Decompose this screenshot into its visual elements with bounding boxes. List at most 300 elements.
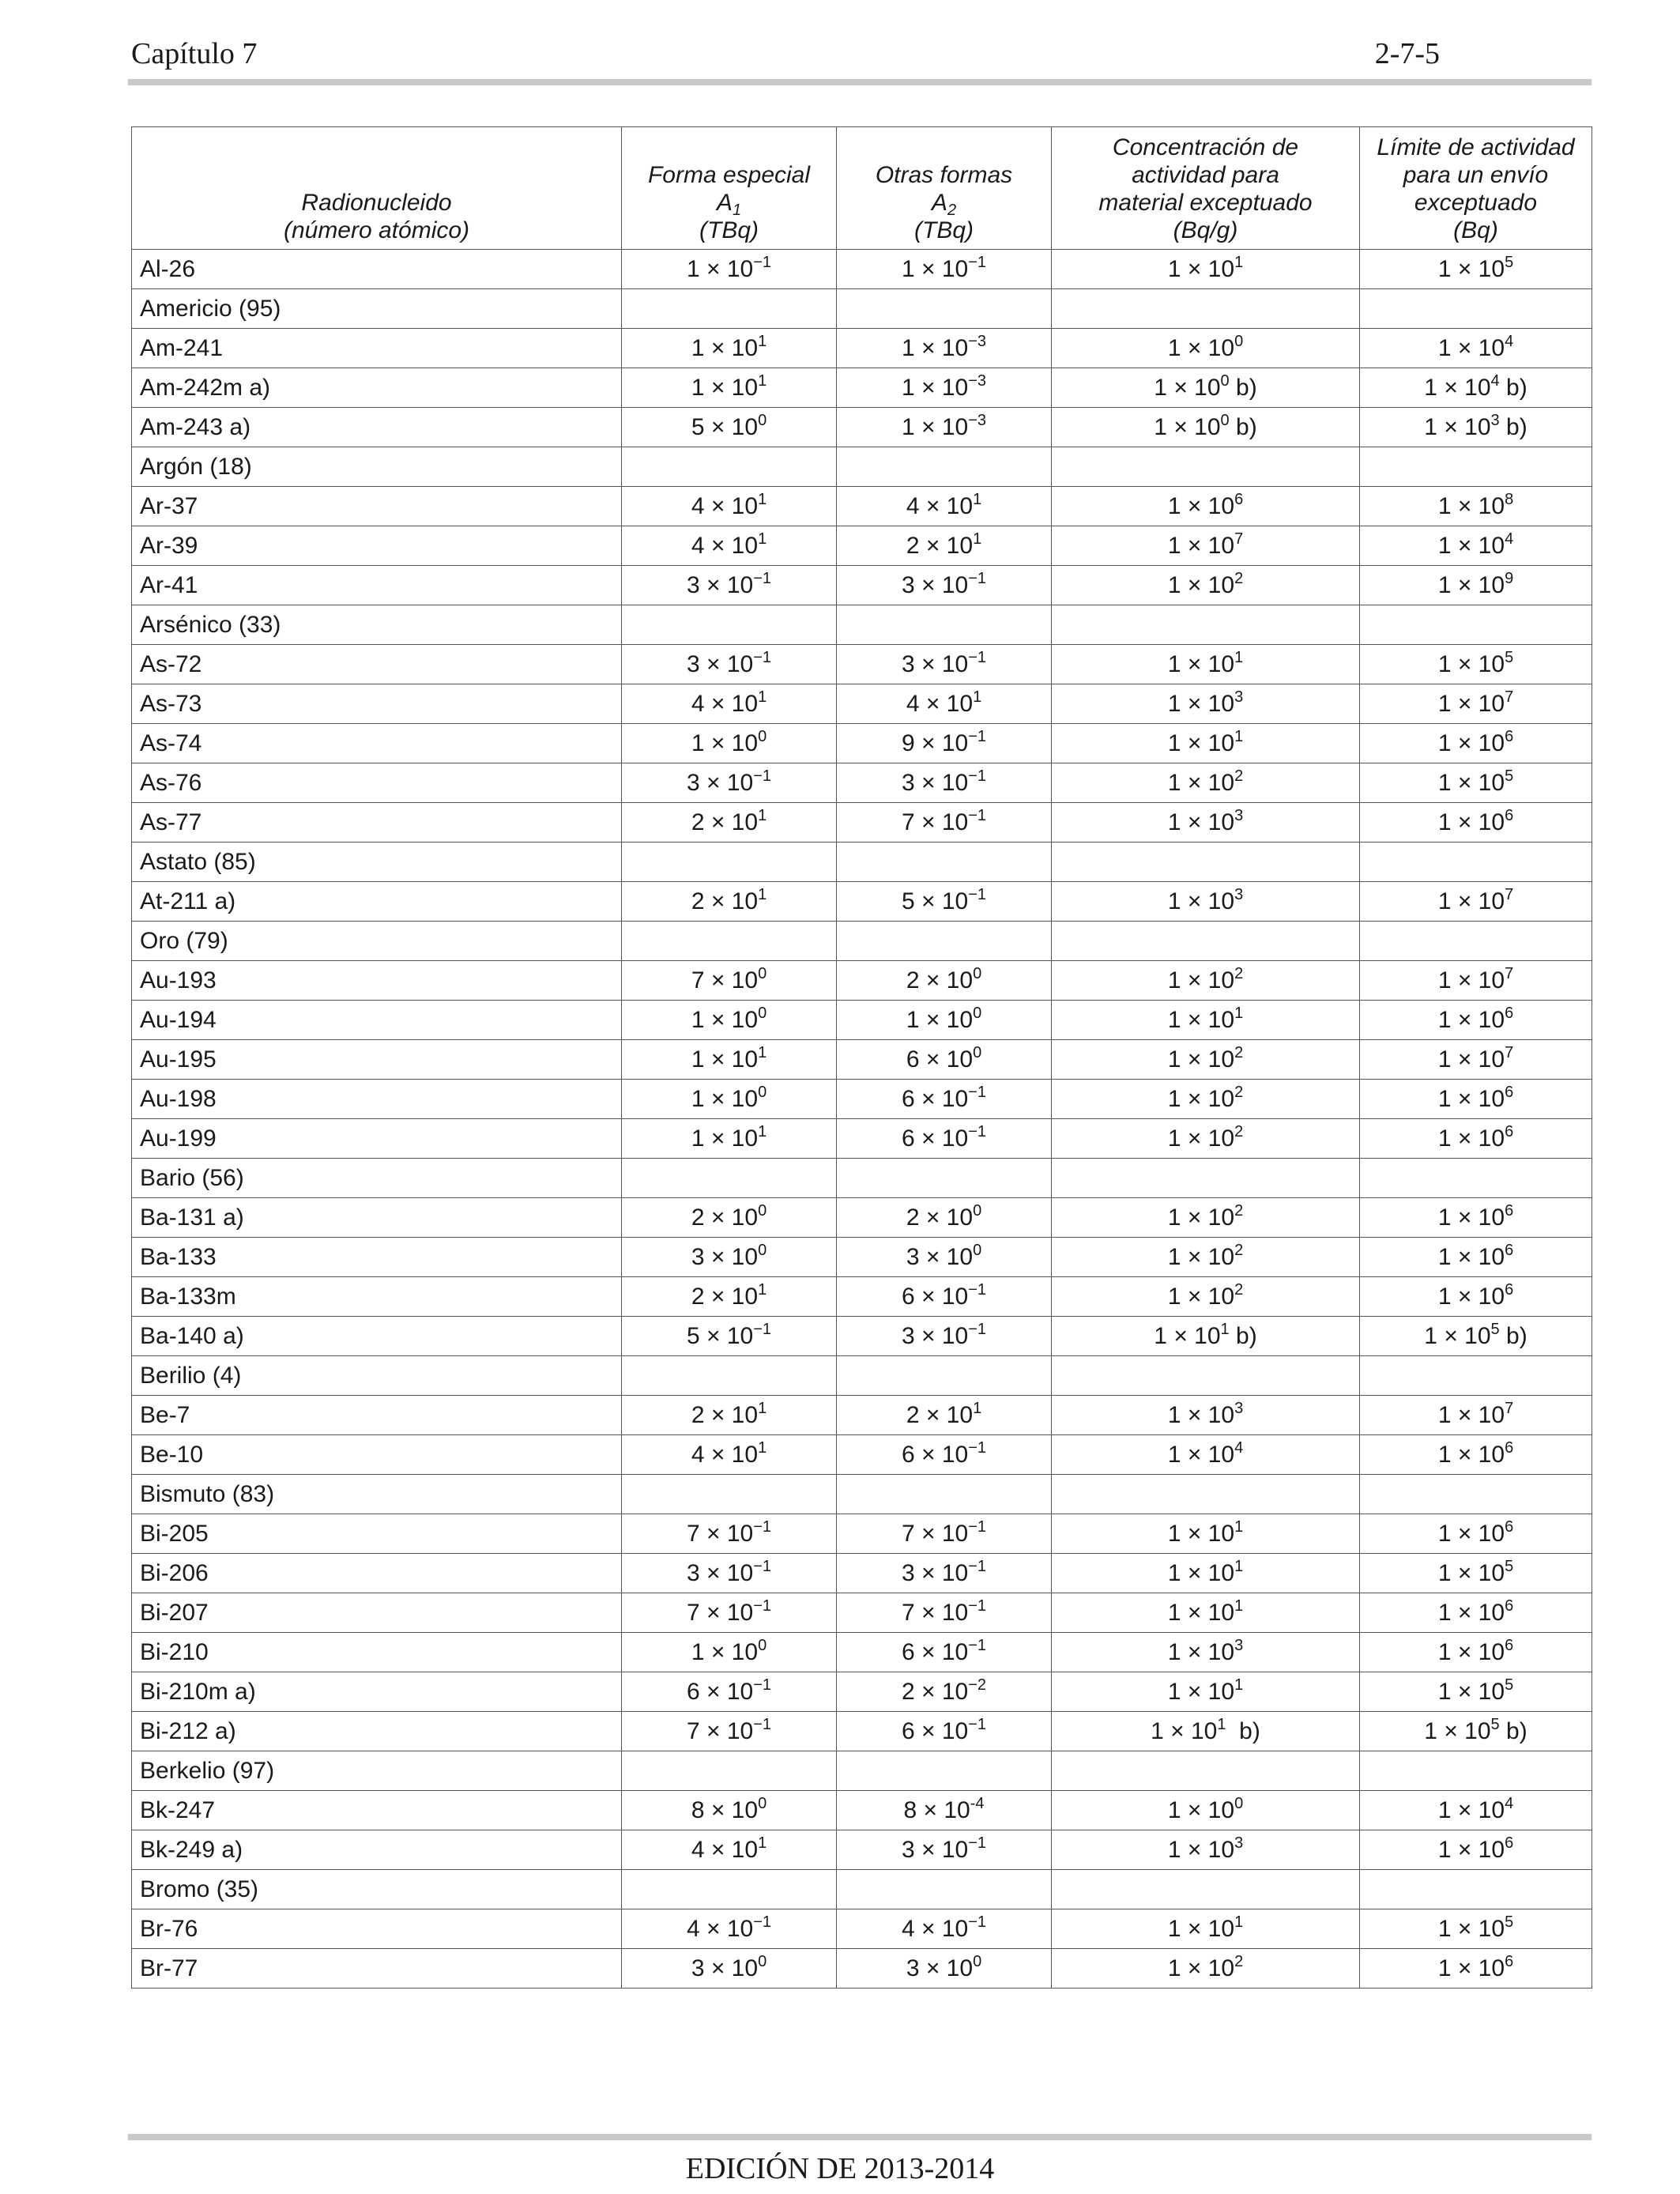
- value-exponent: 5: [1505, 1913, 1514, 1931]
- value-cell: [1360, 487, 1592, 526]
- column-header-line: Radionucleido: [301, 190, 452, 216]
- value-exponent: 5: [1505, 253, 1514, 271]
- value-exponent: −1: [968, 1517, 987, 1536]
- value-mantissa: 2 × 10: [906, 967, 974, 993]
- value-cell: [622, 1317, 837, 1356]
- value-cell: [837, 1870, 1052, 1909]
- value-cell: [622, 1356, 837, 1396]
- value-cell: [1052, 1475, 1360, 1514]
- value-cell: [1052, 1949, 1360, 1989]
- value-mantissa: 5 × 10: [686, 1322, 754, 1349]
- value-cell: [1052, 605, 1360, 645]
- value-mantissa: 1 × 10: [1437, 690, 1505, 717]
- value-mantissa: 1 × 10: [1437, 1085, 1505, 1112]
- value-exponent: −1: [968, 253, 987, 271]
- value-cell: [1052, 1554, 1360, 1593]
- value-mantissa: 1 × 10: [1437, 255, 1505, 282]
- column-header-line: Otras formas: [875, 162, 1013, 188]
- column-header-line: Concentración de: [1112, 134, 1299, 160]
- value-mantissa: 1 × 10: [1154, 374, 1221, 401]
- value-note: b): [1226, 1717, 1260, 1744]
- value-mantissa: 1 × 10: [1437, 334, 1505, 361]
- value-mantissa: 1 × 10: [1167, 1401, 1235, 1428]
- value-mantissa: 1 × 10: [1167, 1125, 1235, 1152]
- value-cell: [837, 1475, 1052, 1514]
- value-mantissa: 1 × 10: [691, 1085, 759, 1112]
- value-mantissa: 3 × 10: [901, 769, 969, 796]
- value-mantissa: 1 × 10: [691, 374, 759, 401]
- value-cell: [837, 763, 1052, 803]
- value-cell: [1052, 447, 1360, 487]
- value-cell: [622, 1791, 837, 1830]
- value-mantissa: 1 × 10: [1437, 1401, 1505, 1428]
- value-mantissa: 1 × 10: [691, 334, 759, 361]
- value-mantissa: 1 × 10: [1437, 1006, 1505, 1033]
- value-mantissa: 1 × 10: [1167, 1559, 1235, 1586]
- value-exponent: 0: [758, 1241, 767, 1259]
- value-cell: [837, 724, 1052, 763]
- nuclide-name: Bi-206: [132, 1554, 622, 1593]
- value-mantissa: 6 × 10: [906, 1046, 974, 1072]
- value-mantissa: 1 × 10: [1167, 571, 1235, 598]
- value-cell: [1052, 1040, 1360, 1080]
- value-cell: [1360, 526, 1592, 566]
- value-mantissa: 6 × 10: [901, 1283, 969, 1310]
- value-mantissa: 1 × 10: [1437, 1836, 1505, 1863]
- value-cell: [1360, 250, 1592, 289]
- value-mantissa: 1 × 10: [1424, 1322, 1491, 1349]
- value-exponent: 6: [1505, 727, 1514, 745]
- value-mantissa: 1 × 10: [901, 374, 969, 401]
- value-mantissa: 5 × 10: [691, 413, 759, 440]
- value-mantissa: 1 × 10: [1437, 650, 1505, 677]
- value-exponent: 2: [1234, 569, 1244, 587]
- value-cell: [1360, 1514, 1592, 1554]
- page-number: 2-7-5: [1374, 37, 1440, 70]
- table-row: [132, 684, 1592, 724]
- value-cell: [1052, 1277, 1360, 1317]
- value-cell: [1052, 408, 1360, 447]
- value-exponent: 3: [1234, 1636, 1244, 1654]
- column-header-line: (TBq): [914, 217, 974, 243]
- value-exponent: −1: [968, 1122, 987, 1140]
- value-mantissa: 1 × 10: [691, 1638, 759, 1665]
- value-exponent: 0: [758, 1004, 767, 1022]
- value-exponent: 6: [1505, 1083, 1514, 1101]
- value-mantissa: 2 × 10: [691, 1204, 759, 1231]
- footer-rule: [128, 2134, 1591, 2140]
- value-exponent: −1: [753, 767, 772, 785]
- value-cell: [837, 1317, 1052, 1356]
- value-cell: [1052, 684, 1360, 724]
- value-cell: [1052, 1909, 1360, 1949]
- value-exponent: 4: [1505, 332, 1514, 350]
- value-cell: [1052, 1672, 1360, 1712]
- column-header-line: para un envío: [1403, 162, 1549, 188]
- value-exponent: 1: [973, 530, 982, 548]
- value-mantissa: 4 × 10: [691, 1441, 759, 1468]
- value-exponent: −1: [968, 1834, 987, 1852]
- value-exponent: 0: [973, 1201, 982, 1220]
- table-row: [132, 1396, 1592, 1435]
- nuclide-name: Am-243 a): [132, 408, 622, 447]
- value-exponent: 4: [1490, 371, 1500, 390]
- value-exponent: 1: [758, 688, 767, 706]
- table-row: [132, 1633, 1592, 1672]
- value-mantissa: 1 × 10: [1167, 1796, 1235, 1823]
- value-exponent: −1: [968, 767, 987, 785]
- table-row: [132, 487, 1592, 526]
- value-mantissa: 3 × 10: [901, 571, 969, 598]
- value-cell: [837, 1040, 1052, 1080]
- nuclide-name: Au-195: [132, 1040, 622, 1080]
- value-cell: [1360, 1830, 1592, 1870]
- value-mantissa: 1 × 10: [1167, 1283, 1235, 1310]
- nuclide-name: Ar-41: [132, 566, 622, 605]
- column-header-line: (Bq): [1453, 217, 1498, 243]
- element-group-row: [132, 843, 1592, 882]
- value-mantissa: 6 × 10: [901, 1085, 969, 1112]
- value-exponent: 3: [1490, 411, 1500, 429]
- value-cell: [1360, 882, 1592, 922]
- value-note: b): [1229, 413, 1257, 440]
- value-cell: [837, 447, 1052, 487]
- value-cell: [837, 1159, 1052, 1198]
- value-mantissa: 1 × 10: [1151, 1717, 1218, 1744]
- value-mantissa: 8 × 10: [691, 1796, 759, 1823]
- value-cell: [622, 447, 837, 487]
- value-mantissa: 1 × 10: [1437, 1520, 1505, 1547]
- value-exponent: −1: [968, 1913, 987, 1931]
- table-row: [132, 1672, 1592, 1712]
- nuclide-name: As-72: [132, 645, 622, 684]
- nuclide-name: Ba-140 a): [132, 1317, 622, 1356]
- value-exponent: 3: [1234, 806, 1244, 824]
- page-footer: EDICIÓN DE 2013-2014: [685, 2152, 995, 2185]
- value-cell: [622, 843, 837, 882]
- value-mantissa: 7 × 10: [901, 809, 969, 835]
- nuclide-name: Bk-247: [132, 1791, 622, 1830]
- value-cell: [1052, 289, 1360, 329]
- nuclide-name: Arsénico (33): [132, 605, 622, 645]
- value-cell: [622, 645, 837, 684]
- value-exponent: −1: [968, 569, 987, 587]
- value-cell: [622, 1001, 837, 1040]
- element-group-row: [132, 289, 1592, 329]
- table-header-row: [132, 127, 1592, 250]
- value-mantissa: 1 × 10: [1437, 1046, 1505, 1072]
- value-cell: [837, 803, 1052, 843]
- value-mantissa: 7 × 10: [901, 1599, 969, 1626]
- value-exponent: 8: [1505, 490, 1514, 508]
- value-cell: [1360, 1554, 1592, 1593]
- value-exponent: 1: [1234, 1557, 1244, 1575]
- table-row: [132, 526, 1592, 566]
- nuclide-name: Au-194: [132, 1001, 622, 1040]
- value-exponent: 7: [1234, 530, 1244, 548]
- value-cell: [1360, 605, 1592, 645]
- value-exponent: 1: [758, 371, 767, 390]
- value-exponent: 2: [1234, 1043, 1244, 1061]
- radionuclide-table: [131, 126, 1592, 1989]
- value-exponent: 7: [1505, 1399, 1514, 1417]
- value-exponent: 1: [758, 1280, 767, 1299]
- value-cell: [622, 526, 837, 566]
- value-mantissa: 1 × 10: [1437, 809, 1505, 835]
- value-exponent: −1: [968, 1636, 987, 1654]
- column-header-3: [1052, 127, 1360, 250]
- value-cell: [622, 487, 837, 526]
- table-row: [132, 803, 1592, 843]
- value-mantissa: 1 × 10: [901, 255, 969, 282]
- value-mantissa: 2 × 10: [901, 1678, 969, 1705]
- column-header-line: A: [716, 190, 733, 216]
- element-group-row: [132, 1870, 1592, 1909]
- value-cell: [1360, 763, 1592, 803]
- column-header-subscript: 1: [732, 202, 742, 219]
- nuclide-name: Al-26: [132, 250, 622, 289]
- element-group-row: [132, 1475, 1592, 1514]
- value-exponent: −1: [753, 1715, 772, 1733]
- value-exponent: 0: [1220, 371, 1230, 390]
- value-cell: [1052, 329, 1360, 368]
- value-mantissa: 1 × 10: [1167, 532, 1235, 559]
- value-exponent: 3: [1234, 688, 1244, 706]
- table-row: [132, 1554, 1592, 1593]
- value-cell: [622, 724, 837, 763]
- value-cell: [1052, 882, 1360, 922]
- value-exponent: 6: [1505, 1201, 1514, 1220]
- value-cell: [622, 1909, 837, 1949]
- table-row: [132, 1593, 1592, 1633]
- value-cell: [837, 1949, 1052, 1989]
- value-cell: [837, 1830, 1052, 1870]
- value-cell: [1360, 1396, 1592, 1435]
- value-exponent: 1: [758, 1438, 767, 1457]
- value-mantissa: 1 × 10: [1167, 1046, 1235, 1072]
- value-mantissa: 2 × 10: [691, 809, 759, 835]
- value-cell: [837, 605, 1052, 645]
- value-cell: [622, 1396, 837, 1435]
- column-header-line: Límite de actividad: [1377, 134, 1575, 160]
- value-mantissa: 1 × 10: [1437, 492, 1505, 519]
- value-cell: [837, 1119, 1052, 1159]
- value-exponent: −1: [968, 885, 987, 903]
- value-mantissa: 7 × 10: [691, 967, 759, 993]
- value-mantissa: 1 × 10: [1437, 967, 1505, 993]
- value-exponent: 0: [758, 1952, 767, 1970]
- value-mantissa: 1 × 10: [1154, 1322, 1221, 1349]
- value-exponent: 0: [758, 411, 767, 429]
- value-cell: [837, 1751, 1052, 1791]
- value-cell: [837, 1396, 1052, 1435]
- value-exponent: 2: [1234, 1952, 1244, 1970]
- value-exponent: 1: [1234, 1596, 1244, 1615]
- value-exponent: 1: [758, 1043, 767, 1061]
- value-cell: [1052, 566, 1360, 605]
- value-mantissa: 3 × 10: [686, 571, 754, 598]
- value-mantissa: 1 × 10: [1167, 650, 1235, 677]
- nuclide-name: Br-77: [132, 1949, 622, 1989]
- value-cell: [837, 645, 1052, 684]
- value-cell: [1360, 684, 1592, 724]
- table-row: [132, 1198, 1592, 1238]
- nuclide-name: Bromo (35): [132, 1870, 622, 1909]
- value-cell: [1052, 843, 1360, 882]
- value-exponent: −1: [753, 1913, 772, 1931]
- value-cell: [1360, 368, 1592, 408]
- value-cell: [837, 1001, 1052, 1040]
- value-exponent: 1: [758, 530, 767, 548]
- value-exponent: 2: [1234, 1241, 1244, 1259]
- table-row: [132, 1830, 1592, 1870]
- value-mantissa: 1 × 10: [1437, 1796, 1505, 1823]
- column-header-line: (TBq): [699, 217, 759, 243]
- value-cell: [1052, 763, 1360, 803]
- value-exponent: 0: [1220, 411, 1230, 429]
- value-exponent: −3: [968, 332, 987, 350]
- value-cell: [1052, 1317, 1360, 1356]
- value-cell: [622, 1672, 837, 1712]
- column-header-line: A: [931, 190, 947, 216]
- table-row: [132, 1238, 1592, 1277]
- value-exponent: 1: [758, 1122, 767, 1140]
- value-mantissa: 6 × 10: [901, 1717, 969, 1744]
- value-cell: [1052, 526, 1360, 566]
- table-row: [132, 329, 1592, 368]
- value-exponent: −1: [753, 1676, 772, 1694]
- value-mantissa: 1 × 10: [1167, 769, 1235, 796]
- value-mantissa: 2 × 10: [906, 1401, 974, 1428]
- value-cell: [837, 250, 1052, 289]
- value-mantissa: 4 × 10: [691, 690, 759, 717]
- value-cell: [1052, 1712, 1360, 1751]
- value-cell: [622, 882, 837, 922]
- nuclide-name: Au-193: [132, 961, 622, 1001]
- nuclide-name: At-211 a): [132, 882, 622, 922]
- value-mantissa: 1 × 10: [901, 413, 969, 440]
- value-mantissa: 1 × 10: [1167, 492, 1235, 519]
- value-mantissa: 1 × 10: [691, 729, 759, 756]
- table-row: [132, 882, 1592, 922]
- value-cell: [622, 1238, 837, 1277]
- value-exponent: 3: [1234, 885, 1244, 903]
- value-cell: [1360, 566, 1592, 605]
- value-mantissa: 1 × 10: [1167, 1638, 1235, 1665]
- value-cell: [622, 250, 837, 289]
- value-exponent: 7: [1505, 688, 1514, 706]
- nuclide-name: As-76: [132, 763, 622, 803]
- value-cell: [1360, 1949, 1592, 1989]
- column-header-line: actividad para: [1132, 162, 1279, 188]
- table-row: [132, 1277, 1592, 1317]
- nuclide-name: Berkelio (97): [132, 1751, 622, 1791]
- value-exponent: 1: [973, 688, 982, 706]
- value-cell: [1360, 803, 1592, 843]
- value-exponent: 5: [1505, 1676, 1514, 1694]
- value-mantissa: 6 × 10: [901, 1441, 969, 1468]
- nuclide-name: Am-241: [132, 329, 622, 368]
- table-row: [132, 1317, 1592, 1356]
- value-exponent: 0: [758, 1636, 767, 1654]
- value-cell: [1052, 1830, 1360, 1870]
- value-exponent: 6: [1505, 1438, 1514, 1457]
- value-mantissa: 1 × 10: [1424, 374, 1491, 401]
- value-cell: [1360, 1712, 1592, 1751]
- value-cell: [1052, 645, 1360, 684]
- value-cell: [837, 1277, 1052, 1317]
- value-mantissa: 1 × 10: [1437, 1955, 1505, 1981]
- value-exponent: 6: [1505, 1952, 1514, 1970]
- value-exponent: 1: [1220, 1320, 1230, 1338]
- value-cell: [837, 961, 1052, 1001]
- value-mantissa: 7 × 10: [686, 1599, 754, 1626]
- value-exponent: −1: [753, 1320, 772, 1338]
- value-cell: [1360, 408, 1592, 447]
- value-cell: [622, 763, 837, 803]
- value-cell: [622, 922, 837, 961]
- nuclide-name: Bi-210: [132, 1633, 622, 1672]
- value-cell: [1052, 1633, 1360, 1672]
- value-exponent: 6: [1505, 1596, 1514, 1615]
- value-exponent: 2: [1234, 1083, 1244, 1101]
- value-cell: [837, 289, 1052, 329]
- element-group-row: [132, 447, 1592, 487]
- value-exponent: 6: [1505, 1241, 1514, 1259]
- table-row: [132, 1080, 1592, 1119]
- value-exponent: 3: [1234, 1399, 1244, 1417]
- value-cell: [1360, 1435, 1592, 1475]
- value-note: b): [1499, 374, 1527, 401]
- table-row: [132, 1712, 1592, 1751]
- value-mantissa: 2 × 10: [691, 888, 759, 914]
- nuclide-name: Bi-210m a): [132, 1672, 622, 1712]
- value-mantissa: 1 × 10: [1437, 1204, 1505, 1231]
- element-group-row: [132, 1751, 1592, 1791]
- value-cell: [622, 684, 837, 724]
- value-mantissa: 1 × 10: [1437, 1243, 1505, 1270]
- table-row: [132, 1119, 1592, 1159]
- value-exponent: 1: [973, 490, 982, 508]
- value-cell: [837, 526, 1052, 566]
- value-mantissa: 1 × 10: [691, 1125, 759, 1152]
- value-exponent: 1: [758, 885, 767, 903]
- value-mantissa: 1 × 10: [1167, 809, 1235, 835]
- value-mantissa: 1 × 10: [1437, 1559, 1505, 1586]
- value-exponent: 5: [1490, 1715, 1500, 1733]
- value-cell: [837, 684, 1052, 724]
- value-mantissa: 2 × 10: [691, 1283, 759, 1310]
- value-mantissa: 1 × 10: [1437, 1678, 1505, 1705]
- value-exponent: −3: [968, 411, 987, 429]
- value-cell: [1360, 1159, 1592, 1198]
- value-cell: [1360, 1475, 1592, 1514]
- value-mantissa: 1 × 10: [1167, 1441, 1235, 1468]
- value-cell: [622, 1712, 837, 1751]
- value-cell: [1360, 1909, 1592, 1949]
- nuclide-name: Ar-39: [132, 526, 622, 566]
- table-body: [132, 250, 1592, 1989]
- value-note: b): [1499, 1322, 1527, 1349]
- value-cell: [622, 1475, 837, 1514]
- value-exponent: 5: [1505, 767, 1514, 785]
- value-exponent: 4: [1234, 1438, 1244, 1457]
- table-row: [132, 724, 1592, 763]
- value-mantissa: 3 × 10: [901, 650, 969, 677]
- nuclide-name: Ba-133m: [132, 1277, 622, 1317]
- value-exponent: 0: [973, 1952, 982, 1970]
- nuclide-name: Americio (95): [132, 289, 622, 329]
